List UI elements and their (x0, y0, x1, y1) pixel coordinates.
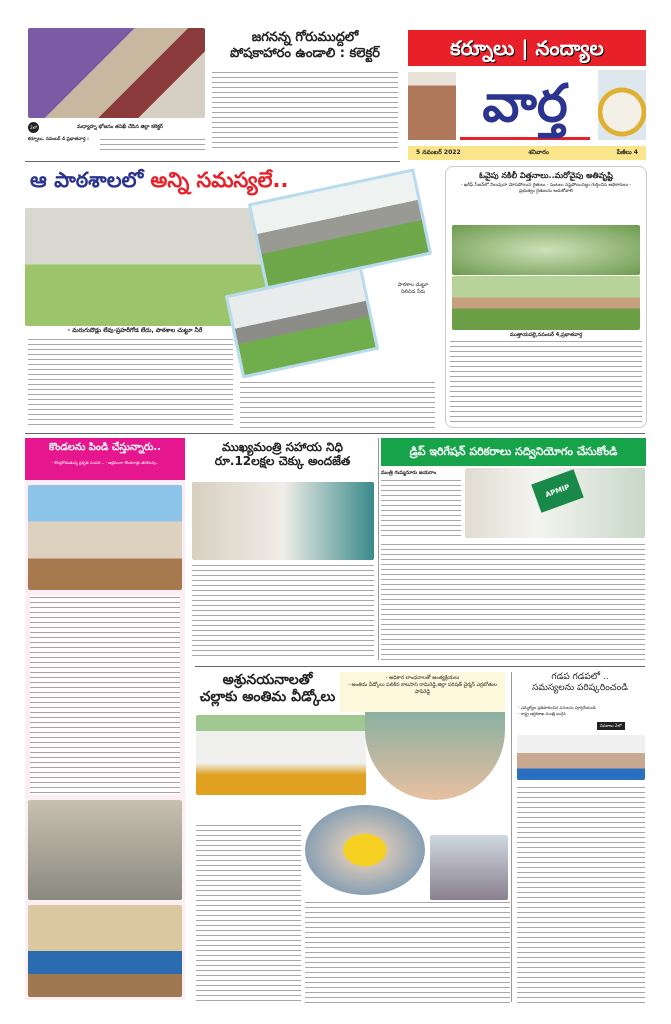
story7-bullets (340, 672, 505, 712)
bullet: - ఎమ్మెల్యేల ప్రతిపాదించిన పనులను పూర్తిచేయండి (518, 705, 596, 710)
story7-body (196, 823, 301, 1003)
day: శనివారం (528, 149, 549, 156)
fort-image (408, 72, 456, 140)
story2-headline (30, 168, 330, 193)
headline-line: చల్లాకు అంతిమ వీడ్కోలు (199, 688, 336, 705)
story3-dateline: ముత్తాయపల్లె,నవంబర్ 4,ప్రభాతవార్త (509, 332, 583, 338)
meeting-photo (517, 735, 645, 780)
crowd-photo (430, 835, 508, 900)
page-count: పేజీలు 4 (616, 149, 638, 156)
apmip-flag: APMIP (531, 469, 584, 513)
story1-body (100, 137, 205, 151)
headline-line: పోషకాహారం ఉండాలి : కలెక్టర్ (230, 45, 380, 61)
story5-headline (190, 440, 375, 469)
story3-subhead: - ఖరీఫ్ సీజన్‌లో నిలువునా మోసపోయిన రైతులు - పంటలు నష్టపోయినట్టు గుర్తించిన అధికారులు - ప్రభుత్వం రైతులను ఆదుకోవాలి (460, 183, 632, 195)
story7-body-cont (305, 900, 510, 1003)
divider (195, 666, 645, 667)
divider (25, 433, 645, 434)
story4-body (30, 595, 180, 795)
story7-headline (195, 672, 340, 706)
cheque-handover-photo (192, 482, 374, 560)
story8-headline (515, 672, 645, 694)
headline-line: అశ్రునయనాలతో (222, 672, 313, 688)
column-divider (378, 438, 379, 660)
headline-line: రూ.12లక్షల చెక్కు అందజేత (214, 454, 351, 469)
story8-bullets (518, 705, 646, 718)
masthead-logo: వార్త (460, 68, 590, 140)
date-bar (408, 146, 646, 160)
story3-headline: ఓవైపు నకిలీ విత్తనాలు..మరోవైపు అతివృష్టి (479, 171, 613, 180)
story1-headline (210, 30, 400, 61)
story4-subhead: - కొండ్రగొడుతున్న ప్రకృతి సంపద .. - అక్రమంగా కొండరాళ్లు తరలింపు.. (51, 460, 159, 465)
story2-body-cont (240, 380, 435, 428)
quarry-truck-photo (28, 905, 182, 997)
pallbearers-photo (305, 805, 425, 895)
story4-header (25, 438, 185, 480)
headline-line: జగనన్న గోరుముద్దలో (251, 30, 359, 45)
story2-subhead: - మరుగుదొడ్లు లేవు-ప్రహరీగోడ లేదు, పాఠశాల చుట్టూ నీరే (67, 327, 203, 334)
stones-photo (28, 800, 182, 900)
story1-dateline: కర్నూలు, నవంబర్ 4 ప్రభాతవార్త : (28, 137, 89, 142)
farmers-photo (452, 276, 640, 330)
hill-quarry-photo (28, 485, 182, 590)
headline-line: సమస్యలను పరిష్కరించండి (532, 682, 628, 693)
divider (25, 161, 400, 162)
story5-body (192, 563, 374, 660)
edition-banner: కర్నూలు | నంద్యాల (408, 30, 646, 66)
story6-subhead: మంత్రి గుమ్మనూరు జయరాం (381, 470, 437, 476)
badge-2lo: 2లో (28, 122, 39, 133)
apmip-launch-photo (465, 468, 645, 538)
collector-lunch-photo (28, 28, 205, 118)
headline-line: ముఖ్యమంత్రి సహాయ నిధి (222, 440, 343, 454)
story8-body (517, 785, 645, 1003)
story3-body (450, 339, 642, 424)
details-badge: వివరాలు 2లో (597, 722, 625, 730)
bullet: - అధికార లాంఛనాలతో అంత్యక్రియలు (385, 675, 460, 681)
bullet: - అంతిమ వీడ్కోలు పలికిన కాటసాని రామిరెడ్డి,జిల్లా పరిషత్ చైర్మన్ ఎర్రబోతుల పాపిరెడ్డి (348, 681, 497, 695)
story2-body (28, 337, 233, 429)
story6-headline: డ్రిప్ ఇరిగేషన్ పరికరాలు సద్వినియోగం చేసుకోండి (381, 438, 646, 466)
story4-headline: కొండలను పిండి చేస్తున్నారు.. (48, 442, 161, 453)
funeral-procession-photo (196, 715, 366, 795)
headline-part: అన్ని సమస్యలే.. (150, 168, 289, 192)
nandi-image (598, 70, 646, 140)
mourners-circle-photo (365, 712, 505, 800)
story6-body-cont (381, 542, 645, 660)
photo-caption: మధ్యాహ్న భోజనం తనిఖీ చేసిన జిల్లా కలెక్టర్ (76, 124, 164, 130)
headline-part: ఆ పాఠశాలలో (30, 168, 144, 192)
story1-body (212, 70, 398, 152)
bullet: - రాష్ట్ర ఆర్థికశాఖ మంత్రి బుగ్గన (518, 711, 566, 717)
crop-photo (452, 225, 640, 275)
headline-line: గడప గడపలో .. (551, 672, 609, 682)
column-divider (511, 672, 512, 1002)
story6-body (381, 478, 461, 538)
photo-note: పాఠశాల చుట్టూ నిలిచిన నీరు (397, 282, 429, 295)
date: 5 నవంబర్ 2022 (416, 149, 461, 156)
